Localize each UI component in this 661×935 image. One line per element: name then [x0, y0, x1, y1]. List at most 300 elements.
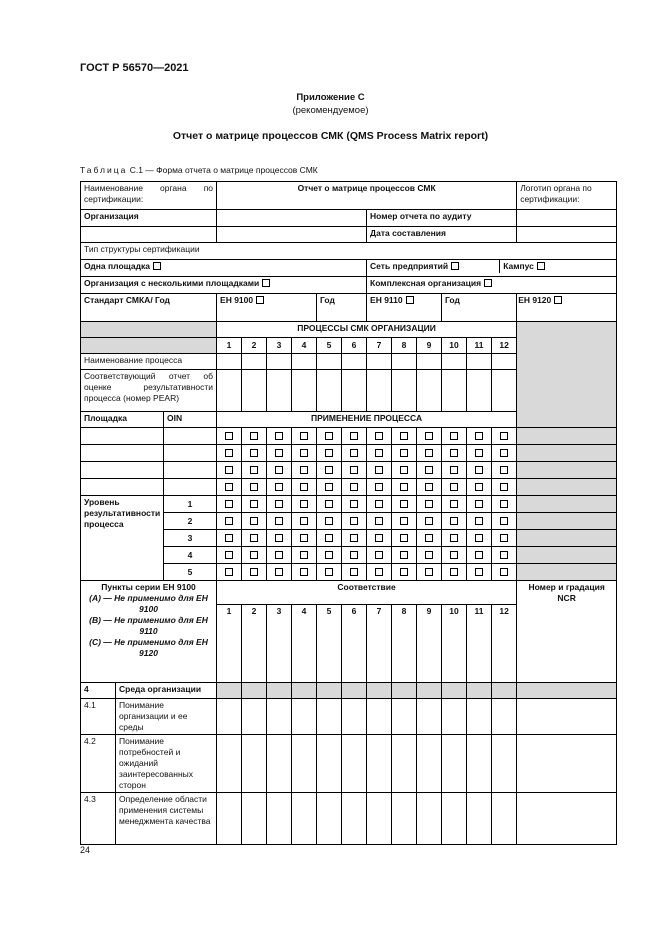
effectiveness-checkbox[interactable]	[225, 517, 233, 525]
conformity-number: 4	[292, 605, 317, 683]
clause-conformity-value[interactable]	[267, 699, 292, 735]
effectiveness-right-shaded	[517, 513, 617, 530]
application-checkbox[interactable]	[475, 449, 483, 457]
effectiveness-checkbox[interactable]	[350, 568, 358, 576]
clause-conformity-value[interactable]	[217, 735, 242, 793]
appendix-title: Приложение С	[296, 92, 365, 103]
effectiveness-checkbox[interactable]	[500, 534, 508, 542]
campus-checkbox[interactable]	[537, 262, 545, 270]
en9120-option	[517, 294, 617, 322]
effectiveness-cell	[467, 564, 492, 581]
clause-conformity-value[interactable]	[317, 735, 342, 793]
effectiveness-checkbox[interactable]	[250, 534, 258, 542]
clause-conformity-value[interactable]	[242, 699, 267, 735]
effectiveness-checkbox[interactable]	[250, 500, 258, 508]
clause-conformity-value[interactable]	[217, 699, 242, 735]
effectiveness-cell	[217, 530, 242, 547]
effectiveness-cell	[242, 530, 267, 547]
effectiveness-cell	[367, 530, 392, 547]
clause-conformity-value[interactable]	[417, 699, 442, 735]
organization-value[interactable]	[217, 210, 367, 227]
application-checkbox[interactable]	[475, 483, 483, 491]
effectiveness-checkbox[interactable]	[375, 534, 383, 542]
effectiveness-checkbox[interactable]	[300, 568, 308, 576]
effectiveness-checkbox[interactable]	[250, 568, 258, 576]
effectiveness-cell	[442, 513, 467, 530]
table-caption-prefix: Таблица	[80, 165, 128, 175]
effectiveness-checkbox[interactable]	[475, 551, 483, 559]
effectiveness-checkbox[interactable]	[325, 534, 333, 542]
application-checkbox[interactable]	[225, 483, 233, 491]
application-checkbox[interactable]	[350, 432, 358, 440]
clause-conformity-value[interactable]	[392, 699, 417, 735]
clause-ncr-value[interactable]	[517, 735, 617, 793]
application-cell	[467, 479, 492, 496]
application-cell	[417, 462, 442, 479]
effectiveness-checkbox[interactable]	[300, 534, 308, 542]
pear-report-value[interactable]	[492, 370, 517, 412]
application-checkbox[interactable]	[375, 449, 383, 457]
clause-conformity-value	[492, 683, 517, 699]
clause-conformity-value	[467, 683, 492, 699]
application-checkbox[interactable]	[475, 432, 483, 440]
pear-report-value[interactable]	[342, 370, 367, 412]
effectiveness-checkbox[interactable]	[225, 500, 233, 508]
cert-body-logo-label: Логотип органа по сертификации:	[517, 182, 617, 210]
application-cell	[217, 479, 242, 496]
effectiveness-checkbox[interactable]	[375, 517, 383, 525]
effectiveness-cell	[242, 513, 267, 530]
effectiveness-checkbox[interactable]	[325, 500, 333, 508]
effectiveness-cell	[392, 564, 417, 581]
effectiveness-cell	[267, 496, 292, 513]
effectiveness-checkbox[interactable]	[400, 534, 408, 542]
clause-conformity-value	[242, 683, 267, 699]
process-name-value[interactable]	[217, 354, 242, 370]
application-checkbox[interactable]	[475, 466, 483, 474]
effectiveness-checkbox[interactable]	[275, 517, 283, 525]
effectiveness-cell	[467, 513, 492, 530]
multi-site-label: Организация с несколькими площадками	[84, 278, 260, 288]
site-value[interactable]	[81, 479, 164, 496]
effectiveness-cell	[267, 530, 292, 547]
clause-conformity-value[interactable]	[417, 735, 442, 793]
pear-report-value[interactable]	[467, 370, 492, 412]
application-checkbox[interactable]	[275, 466, 283, 474]
effectiveness-cell	[342, 547, 367, 564]
process-matrix-table	[80, 181, 617, 322]
effectiveness-cell	[292, 564, 317, 581]
application-checkbox[interactable]	[425, 432, 433, 440]
effectiveness-level-number: 4	[164, 547, 217, 564]
effectiveness-checkbox[interactable]	[425, 551, 433, 559]
appendix-subtitle: (рекомендуемое)	[292, 105, 369, 116]
application-checkbox[interactable]	[450, 483, 458, 491]
application-checkbox[interactable]	[400, 483, 408, 491]
network-campus-cell	[367, 260, 617, 277]
effectiveness-checkbox[interactable]	[325, 568, 333, 576]
effectiveness-checkbox[interactable]	[225, 568, 233, 576]
process-number: 7	[367, 338, 392, 354]
application-checkbox[interactable]	[325, 483, 333, 491]
effectiveness-checkbox[interactable]	[400, 517, 408, 525]
effectiveness-checkbox[interactable]	[500, 500, 508, 508]
application-cell	[217, 445, 242, 462]
application-checkbox[interactable]	[275, 483, 283, 491]
organization-value-cont2	[217, 227, 367, 243]
clause-ncr-value[interactable]	[517, 699, 617, 735]
effectiveness-cell	[267, 513, 292, 530]
effectiveness-checkbox[interactable]	[250, 551, 258, 559]
process-name-value[interactable]	[467, 354, 492, 370]
table-caption-text: С.1 — Форма отчета о матрице процессов СМК	[129, 165, 318, 175]
application-cell	[292, 479, 317, 496]
clause-conformity-value[interactable]	[442, 735, 467, 793]
clause-conformity-value[interactable]	[317, 699, 342, 735]
conformity-number: 10	[442, 605, 467, 683]
application-checkbox[interactable]	[500, 466, 508, 474]
process-number: 4	[292, 338, 317, 354]
application-cell	[367, 462, 392, 479]
application-cell	[492, 479, 517, 496]
pear-report-value[interactable]	[442, 370, 467, 412]
effectiveness-checkbox[interactable]	[375, 568, 383, 576]
process-name-value[interactable]	[392, 354, 417, 370]
application-checkbox[interactable]	[300, 466, 308, 474]
effectiveness-right-shaded	[517, 530, 617, 547]
application-checkbox[interactable]	[450, 432, 458, 440]
clause-conformity-value[interactable]	[292, 699, 317, 735]
blank-shaded-2	[81, 338, 217, 354]
effectiveness-checkbox[interactable]	[450, 534, 458, 542]
application-checkbox[interactable]	[225, 466, 233, 474]
application-cell	[367, 445, 392, 462]
effectiveness-cell	[317, 513, 342, 530]
compile-date-value[interactable]	[517, 227, 617, 243]
process-name-value[interactable]	[317, 354, 342, 370]
effectiveness-checkbox[interactable]	[475, 534, 483, 542]
effectiveness-checkbox[interactable]	[400, 568, 408, 576]
effectiveness-checkbox[interactable]	[475, 568, 483, 576]
application-checkbox[interactable]	[325, 449, 333, 457]
clause-text: Понимание организации и ее среды	[116, 699, 217, 735]
clause-conformity-value[interactable]	[467, 699, 492, 735]
clause-conformity-value[interactable]	[242, 793, 267, 845]
application-cell	[417, 479, 442, 496]
effectiveness-checkbox[interactable]	[250, 517, 258, 525]
pear-report-value[interactable]	[392, 370, 417, 412]
application-cell	[242, 479, 267, 496]
effectiveness-cell	[442, 564, 467, 581]
effectiveness-checkbox[interactable]	[325, 517, 333, 525]
clause-conformity-value[interactable]	[292, 735, 317, 793]
oin-value[interactable]	[164, 428, 217, 445]
en9100-checkbox[interactable]	[256, 296, 264, 304]
application-checkbox[interactable]	[300, 483, 308, 491]
effectiveness-checkbox[interactable]	[475, 517, 483, 525]
process-name-value[interactable]	[242, 354, 267, 370]
clause-conformity-value[interactable]	[467, 793, 492, 845]
effectiveness-checkbox[interactable]	[425, 534, 433, 542]
process-number: 8	[392, 338, 417, 354]
clause-ncr-value[interactable]	[517, 793, 617, 845]
effectiveness-cell	[317, 547, 342, 564]
application-checkbox[interactable]	[375, 483, 383, 491]
pear-report-value[interactable]	[417, 370, 442, 412]
clause-conformity-value[interactable]	[417, 793, 442, 845]
clause-number: 4	[81, 683, 116, 699]
application-checkbox[interactable]	[425, 449, 433, 457]
clause-conformity-value[interactable]	[342, 793, 367, 845]
enterprise-network-checkbox[interactable]	[451, 262, 459, 270]
pear-report-value[interactable]	[217, 370, 242, 412]
series-series-points: Пункты серии ЕН 9100	[101, 582, 196, 592]
effectiveness-checkbox[interactable]	[500, 551, 508, 559]
effectiveness-checkbox[interactable]	[300, 551, 308, 559]
effectiveness-cell	[367, 564, 392, 581]
effectiveness-cell	[417, 547, 442, 564]
application-checkbox[interactable]	[500, 483, 508, 491]
effectiveness-level-number: 2	[164, 513, 217, 530]
effectiveness-checkbox[interactable]	[275, 568, 283, 576]
clause-conformity-value[interactable]	[492, 699, 517, 735]
effectiveness-cell	[217, 564, 242, 581]
series-na-c: (С) — Не применимо для ЕН 9120	[89, 637, 208, 658]
effectiveness-checkbox[interactable]	[350, 534, 358, 542]
application-checkbox[interactable]	[350, 449, 358, 457]
clause-conformity-value[interactable]	[367, 699, 392, 735]
effectiveness-checkbox[interactable]	[225, 534, 233, 542]
pear-report-value[interactable]	[317, 370, 342, 412]
application-checkbox[interactable]	[250, 483, 258, 491]
effectiveness-checkbox[interactable]	[275, 500, 283, 508]
application-cell	[217, 428, 242, 445]
en9110-checkbox[interactable]	[406, 296, 414, 304]
process-number: 11	[467, 338, 492, 354]
enterprise-network-label: Сеть предприятий	[370, 261, 449, 271]
en9100-label: ЕН 9100	[220, 295, 254, 305]
clause-conformity-value[interactable]	[442, 699, 467, 735]
application-cell	[292, 428, 317, 445]
site-value[interactable]	[81, 462, 164, 479]
en9120-checkbox[interactable]	[554, 296, 562, 304]
single-site-option	[81, 260, 367, 277]
application-checkbox[interactable]	[350, 483, 358, 491]
clause-conformity-value[interactable]	[267, 793, 292, 845]
conformity-number: 6	[342, 605, 367, 683]
effectiveness-checkbox[interactable]	[275, 534, 283, 542]
complex-org-checkbox[interactable]	[484, 279, 492, 287]
application-checkbox[interactable]	[250, 432, 258, 440]
application-checkbox[interactable]	[450, 449, 458, 457]
effectiveness-cell	[417, 496, 442, 513]
application-checkbox[interactable]	[425, 483, 433, 491]
effectiveness-checkbox[interactable]	[425, 568, 433, 576]
effectiveness-checkbox[interactable]	[450, 500, 458, 508]
effectiveness-checkbox[interactable]	[425, 517, 433, 525]
process-number: 9	[417, 338, 442, 354]
clause-conformity-value[interactable]	[317, 793, 342, 845]
clause-conformity-value[interactable]	[492, 793, 517, 845]
effectiveness-checkbox[interactable]	[225, 551, 233, 559]
clause-conformity-value[interactable]	[492, 735, 517, 793]
conformity-number: 2	[242, 605, 267, 683]
application-checkbox[interactable]	[350, 466, 358, 474]
clause-conformity-value	[317, 683, 342, 699]
effectiveness-cell	[292, 513, 317, 530]
conformity-number: 7	[367, 605, 392, 683]
effectiveness-checkbox[interactable]	[300, 517, 308, 525]
application-cell	[392, 479, 417, 496]
clause-conformity-value[interactable]	[342, 735, 367, 793]
application-checkbox[interactable]	[500, 432, 508, 440]
effectiveness-checkbox[interactable]	[350, 500, 358, 508]
clause-conformity-value[interactable]	[392, 735, 417, 793]
effectiveness-checkbox[interactable]	[375, 551, 383, 559]
application-cell	[367, 428, 392, 445]
clause-number: 4.3	[81, 793, 116, 845]
effectiveness-cell	[467, 530, 492, 547]
site-value[interactable]	[81, 428, 164, 445]
enterprise-network-option	[367, 260, 499, 273]
effectiveness-checkbox[interactable]	[275, 551, 283, 559]
process-name-value[interactable]	[442, 354, 467, 370]
process-name-value[interactable]	[342, 354, 367, 370]
conformity-header: Соответствие	[217, 581, 517, 605]
application-cell	[392, 428, 417, 445]
application-cell	[492, 428, 517, 445]
effectiveness-cell	[342, 530, 367, 547]
effectiveness-checkbox[interactable]	[350, 551, 358, 559]
effectiveness-checkbox[interactable]	[350, 517, 358, 525]
effectiveness-checkbox[interactable]	[325, 551, 333, 559]
clause-conformity-value[interactable]	[392, 793, 417, 845]
process-number: 2	[242, 338, 267, 354]
application-cell	[317, 479, 342, 496]
effectiveness-checkbox[interactable]	[500, 517, 508, 525]
site-label: Площадка	[81, 412, 164, 428]
application-checkbox[interactable]	[375, 466, 383, 474]
clause-conformity-value[interactable]	[292, 793, 317, 845]
application-checkbox[interactable]	[325, 432, 333, 440]
clause-conformity-value[interactable]	[367, 793, 392, 845]
effectiveness-checkbox[interactable]	[425, 500, 433, 508]
application-checkbox[interactable]	[400, 449, 408, 457]
en9100-option	[217, 294, 317, 322]
process-name-value[interactable]	[492, 354, 517, 370]
application-checkbox[interactable]	[300, 432, 308, 440]
oin-value[interactable]	[164, 462, 217, 479]
clause-ncr-value	[517, 683, 617, 699]
application-cell	[442, 462, 467, 479]
application-checkbox[interactable]	[275, 432, 283, 440]
pear-report-value[interactable]	[267, 370, 292, 412]
effectiveness-right-shaded	[517, 547, 617, 564]
effectiveness-cell	[317, 496, 342, 513]
effectiveness-right-shaded	[517, 496, 617, 513]
effectiveness-cell	[342, 513, 367, 530]
application-checkbox[interactable]	[225, 449, 233, 457]
effectiveness-cell	[492, 496, 517, 513]
clause-conformity-value[interactable]	[242, 735, 267, 793]
effectiveness-checkbox[interactable]	[500, 568, 508, 576]
site-right-shaded	[517, 462, 617, 479]
process-name-value[interactable]	[292, 354, 317, 370]
process-name-value[interactable]	[267, 354, 292, 370]
clause-conformity-value[interactable]	[217, 793, 242, 845]
application-checkbox[interactable]	[275, 449, 283, 457]
processes-right-shaded	[517, 322, 617, 428]
application-checkbox[interactable]	[400, 432, 408, 440]
oin-value[interactable]	[164, 479, 217, 496]
effectiveness-checkbox[interactable]	[400, 500, 408, 508]
clause-conformity-value	[392, 683, 417, 699]
pear-report-value[interactable]	[242, 370, 267, 412]
compile-date-label: Дата составления	[367, 227, 517, 243]
form-heading: Отчет о матрице процессов СМК	[217, 182, 517, 210]
application-checkbox[interactable]	[250, 449, 258, 457]
effectiveness-cell	[217, 496, 242, 513]
application-checkbox[interactable]	[325, 466, 333, 474]
effectiveness-checkbox[interactable]	[450, 551, 458, 559]
effectiveness-cell	[367, 547, 392, 564]
application-checkbox[interactable]	[250, 466, 258, 474]
process-name-value[interactable]	[367, 354, 392, 370]
pear-report-value[interactable]	[292, 370, 317, 412]
audit-report-number-value[interactable]	[517, 210, 617, 227]
application-checkbox[interactable]	[450, 466, 458, 474]
effectiveness-checkbox[interactable]	[300, 500, 308, 508]
clause-conformity-value[interactable]	[442, 793, 467, 845]
complex-org-label: Комплексная организация	[370, 278, 482, 288]
effectiveness-checkbox[interactable]	[400, 551, 408, 559]
single-site-checkbox[interactable]	[153, 262, 161, 270]
effectiveness-cell	[367, 513, 392, 530]
effectiveness-cell	[442, 547, 467, 564]
oin-value[interactable]	[164, 445, 217, 462]
process-name-value[interactable]	[417, 354, 442, 370]
clause-conformity-value[interactable]	[342, 699, 367, 735]
application-checkbox[interactable]	[375, 432, 383, 440]
effectiveness-checkbox[interactable]	[375, 500, 383, 508]
clause-conformity-value[interactable]	[467, 735, 492, 793]
application-checkbox[interactable]	[400, 466, 408, 474]
process-number: 5	[317, 338, 342, 354]
clause-conformity-value[interactable]	[267, 735, 292, 793]
effectiveness-checkbox[interactable]	[475, 500, 483, 508]
site-value[interactable]	[81, 445, 164, 462]
effectiveness-checkbox[interactable]	[450, 568, 458, 576]
application-checkbox[interactable]	[225, 432, 233, 440]
page-number: 24	[80, 845, 91, 855]
application-checkbox[interactable]	[500, 449, 508, 457]
multi-site-checkbox[interactable]	[262, 279, 270, 287]
application-checkbox[interactable]	[300, 449, 308, 457]
oin-label: OIN	[164, 412, 217, 428]
clause-conformity-value	[442, 683, 467, 699]
en9110-option	[367, 294, 442, 322]
application-cell	[217, 462, 242, 479]
effectiveness-cell	[492, 564, 517, 581]
organization-value-cont	[81, 227, 217, 243]
effectiveness-cell	[267, 564, 292, 581]
pear-report-value[interactable]	[367, 370, 392, 412]
application-checkbox[interactable]	[425, 466, 433, 474]
effectiveness-checkbox[interactable]	[450, 517, 458, 525]
clause-conformity-value[interactable]	[367, 735, 392, 793]
application-cell	[417, 445, 442, 462]
en9120-label: ЕН 9120	[518, 295, 552, 305]
